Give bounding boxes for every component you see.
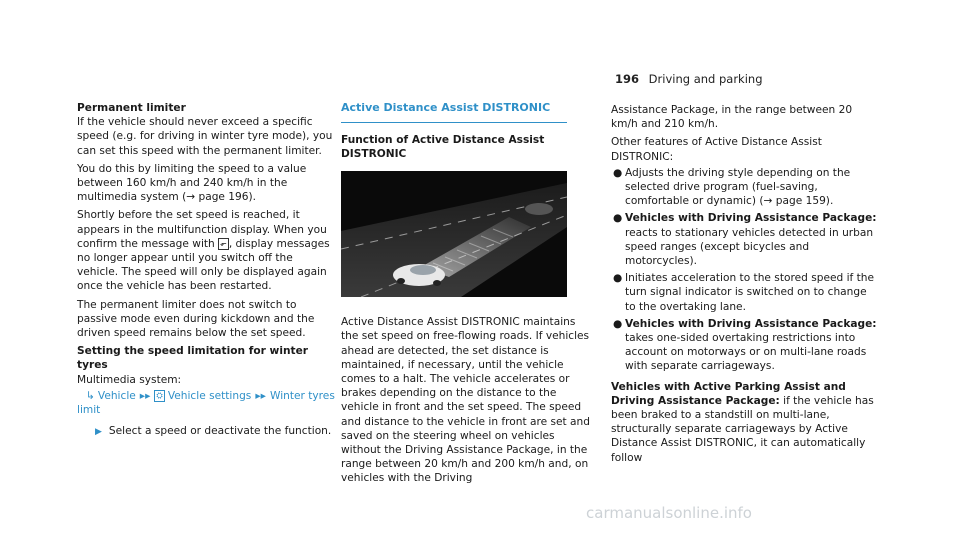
para-other-features: Other features of Active Distance Assist DISTRONIC: — [611, 136, 822, 163]
para-distronic-body: Active Distance Assist DISTRONIC maintains the set speed on free-flowing roads. If vehicles ahead are detected, the set distance is maintained, if necessary, until the vehicle comes to a halt. The vehicle accelerates or brakes depending on the distance to the vehicle in front and the set speed. The speed and distance to the vehicle in front are set and saved on the steering wheel on vehicles without the Driving Assistance Package, in the range between 20 km/h and 200 km/h and, on vehicles with the Driving — [341, 316, 590, 485]
page-header — [615, 72, 763, 86]
bullet-icon: ● — [613, 272, 623, 285]
nav-winter-tyres-limit[interactable]: Winter tyres limit — [77, 389, 335, 417]
list-item — [611, 271, 879, 314]
navigation-path — [77, 389, 335, 417]
subtitle-line-1: Function of Active Distance Assist — [341, 134, 545, 147]
column-distronic — [341, 101, 594, 490]
para-limiter-intro: If the vehicle should never exceed a specific speed (e.g. for driving in winter tyre mode), you can set this speed with the permanent limiter. — [77, 116, 333, 157]
para-range-cont: Assistance Package, in the range between 20 km/h and 210 km/h. — [611, 104, 853, 131]
list-item-text: reacts to stationary vehicles detected in urban speed ranges (except bicycles and motorcycles). — [625, 226, 874, 268]
watermark: carmanualsonline.info — [586, 504, 752, 522]
list-item — [611, 317, 879, 374]
para-parking-text: if the vehicle has been braked to a standstill on multi-lane, structurally separate carriageways by Active Distance Assist DISTRONIC, it can automatically follow — [611, 394, 874, 464]
list-item-bold: Vehicles with Driving Assistance Package: — [625, 317, 877, 330]
list-item-text: Adjusts the driving style depending on the selected drive program (fuel-saving, comfortable or dynamic) (→ page 159). — [625, 166, 851, 208]
para-limiter-display-b: , display messages no longer appear until you switch off the vehicle. The speed will only be displayed again once the vehicle has been restarted. — [77, 237, 330, 293]
list-item-text: Initiates acceleration to the stored speed if the turn signal indicator is switched on to change to the overtaking lane. — [625, 272, 874, 313]
action-step — [95, 424, 335, 439]
back-button-icon: ⬐ — [220, 238, 227, 248]
distronic-illustration — [341, 171, 567, 297]
list-item — [611, 166, 879, 209]
page-number: 196 — [615, 72, 640, 86]
return-arrow-icon: ↳ — [86, 389, 95, 402]
bullet-icon: ● — [613, 317, 623, 330]
bullet-icon: ● — [613, 166, 623, 179]
list-item — [611, 211, 879, 268]
para-limiter-kickdown: The permanent limiter does not switch to passive mode even during kickdown and the driven speed remains below the set speed. — [77, 298, 315, 340]
nav-vehicle-settings[interactable]: Vehicle settings — [167, 389, 252, 402]
double-chevron-icon: ▸▸ — [139, 389, 151, 402]
action-triangle-icon: ▶ — [95, 427, 102, 438]
para-parking-assist — [611, 380, 879, 465]
heading-permanent-limiter: Permanent limiter — [77, 102, 186, 114]
column-permanent-limiter — [77, 101, 335, 443]
multimedia-label: Multimedia system: — [77, 373, 182, 386]
double-chevron-icon: ▸▸ — [255, 389, 266, 402]
action-text: Select a speed or deactivate the function. — [108, 425, 332, 438]
column-distronic-cont — [611, 103, 879, 469]
list-item-bold: Vehicles with Driving Assistance Package: — [625, 212, 877, 225]
para-limiter-display-a: Shortly before the set speed is reached, it appears in the multifunction display. When you confirm the message with — [77, 209, 327, 250]
subtitle-line-2: DISTRONIC — [341, 148, 407, 161]
subtitle-function — [341, 133, 594, 161]
para-limiter-display — [77, 208, 335, 293]
nav-vehicle[interactable]: Vehicle — [97, 389, 136, 402]
car-settings-icon: ⛭ — [156, 390, 163, 400]
bullet-icon: ● — [613, 212, 623, 225]
section-name: Driving and parking — [648, 72, 763, 86]
feature-list — [611, 166, 879, 374]
list-item-text: takes one-sided overtaking restrictions into account on motorways or on multi-lane roads with separate carriageways. — [625, 332, 867, 373]
section-title-distronic: Active Distance Assist DISTRONIC — [341, 101, 567, 123]
para-parking-bold: Vehicles with Active Parking Assist and Driving Assistance Package: — [611, 380, 846, 407]
subheading-winter-tyres: Setting the speed limitation for winter tyres — [77, 345, 308, 372]
para-limiter-range: You do this by limiting the speed to a value between 160 km/h and 240 km/h in the multimedia system (→ page 196). — [77, 162, 307, 204]
